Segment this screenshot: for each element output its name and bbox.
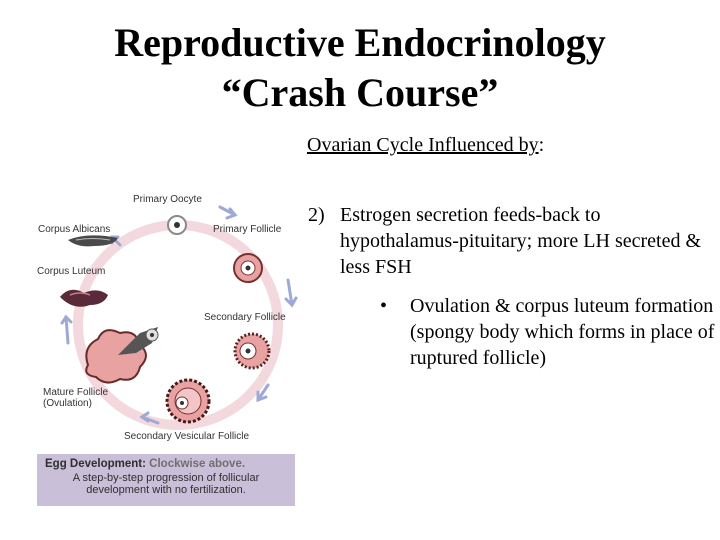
item-text: Estrogen secretion feeds-back to hypothalamus-pituitary; more LH secreted & less FSH: [340, 204, 702, 278]
item-number: 2): [308, 204, 325, 226]
slide-title: [0, 18, 720, 118]
caption-heading-bold: Egg Development:: [45, 458, 146, 470]
caption-heading-accent: Clockwise above.: [149, 458, 246, 470]
label-primary-oocyte: Primary Oocyte: [133, 194, 202, 205]
title-line-1: Reproductive Endocrinology: [114, 20, 606, 65]
primary-oocyte-cell: [168, 216, 186, 234]
bullet-text: Ovulation & corpus luteum formation (spongy body which forms in place of ruptured follicle): [410, 295, 715, 369]
label-secondary-follicle: Secondary Follicle: [204, 312, 286, 323]
label-corpus-albicans: Corpus Albicans: [38, 224, 111, 235]
label-secondary-vesicular-follicle: Secondary Vesicular Follicle: [124, 431, 250, 442]
mature-follicle-cell: [86, 327, 158, 383]
ovarian-cycle-diagram: [30, 185, 305, 455]
primary-follicle-cell: [234, 254, 262, 282]
arrow-5: [66, 317, 68, 343]
heading-colon: :: [538, 134, 545, 156]
secondary-follicle-cell: [235, 334, 269, 368]
label-primary-follicle: Primary Follicle: [213, 224, 282, 235]
title-line-2: “Crash Course”: [221, 70, 499, 115]
section-heading: [307, 132, 544, 158]
label-ovulation: (Ovulation): [43, 398, 92, 409]
diagram-caption: [37, 454, 295, 506]
bullet-marker: •: [380, 295, 388, 317]
caption-heading: [45, 458, 287, 470]
vesicular-follicle-cell: [167, 380, 209, 422]
label-corpus-luteum: Corpus Luteum: [37, 266, 106, 277]
label-mature-follicle: Mature Follicle: [43, 387, 109, 398]
caption-body: A step-by-step progression of follicular development with no fertilization.: [72, 472, 260, 496]
heading-label: Ovarian Cycle Influenced by: [307, 134, 539, 156]
